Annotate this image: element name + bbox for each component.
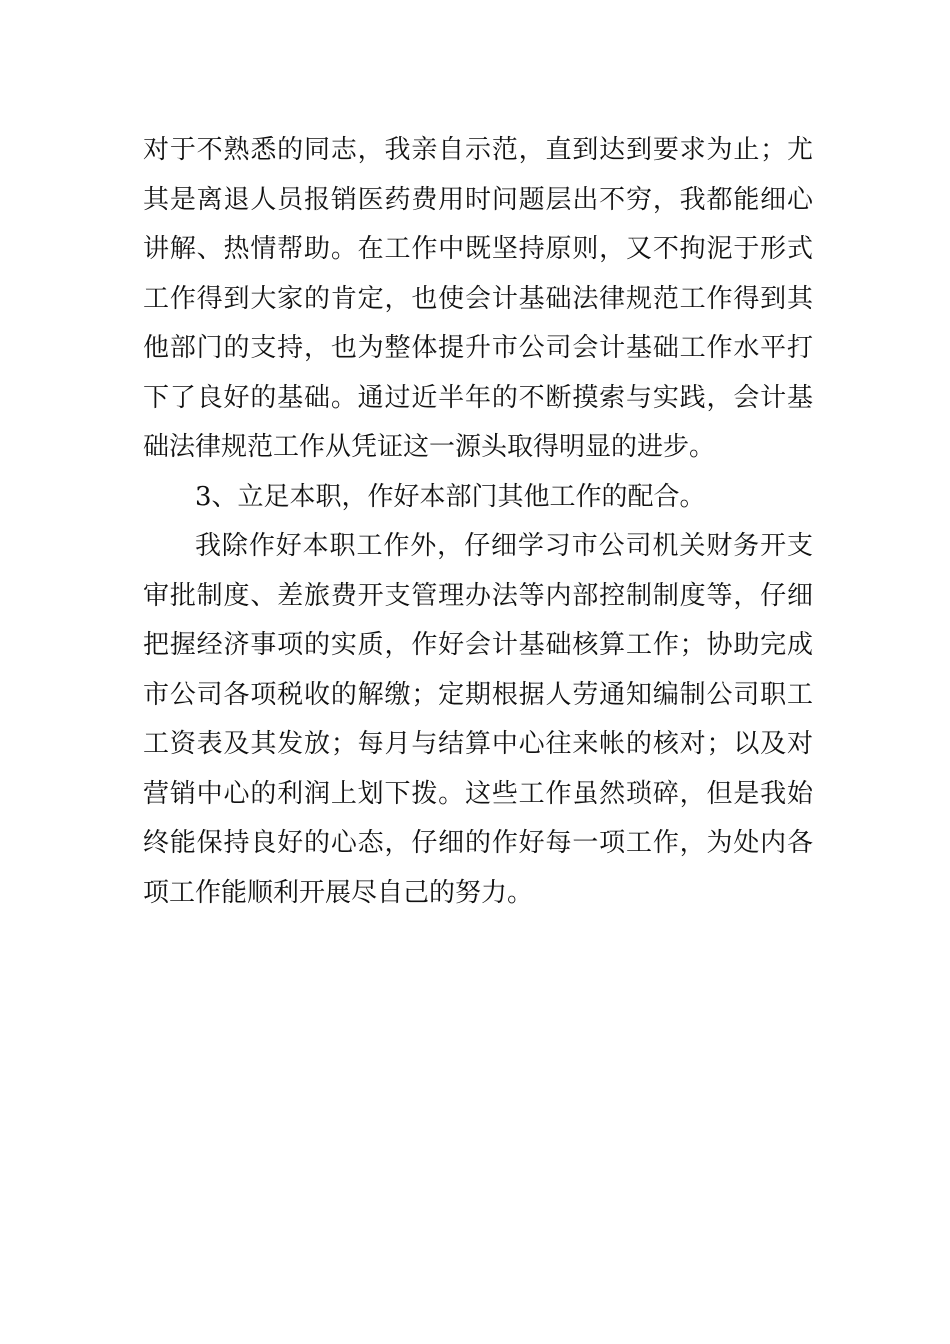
text-line: 我除作好本职工作外，仔细学习市公司机关财务开支 <box>195 531 813 561</box>
text-line: 把握经济事项的实质，作好会计基础核算工作；协助完成 <box>143 630 813 660</box>
document-body <box>143 126 813 918</box>
text-line: 他部门的支持，也为整体提升市公司会计基础工作水平打 <box>143 333 813 363</box>
text-line: 下了良好的基础。通过近半年的不断摸索与实践，会计基 <box>143 382 813 413</box>
section-heading: 3、立足本职，作好本部门其他工作的配合。 <box>195 481 706 512</box>
text-line: 工资表及其发放；每月与结算中心往来帐的核对；以及对 <box>143 729 813 759</box>
text-line: 项工作能顺利开展尽自己的努力。 <box>143 877 534 908</box>
paragraph-continuation <box>143 126 813 473</box>
text-line: 审批制度、差旅费开支管理办法等内部控制制度等，仔细 <box>143 580 813 611</box>
text-line: 营销中心的利润上划下拨。这些工作虽然琐碎，但是我始 <box>143 778 813 809</box>
text-line: 对于不熟悉的同志，我亲自示范，直到达到要求为止；尤 <box>143 135 813 165</box>
text-line: 终能保持良好的心态，仔细的作好每一项工作，为处内各 <box>143 828 813 858</box>
text-line: 市公司各项税收的解缴；定期根据人劳通知编制公司职工 <box>143 679 813 710</box>
text-line: 讲解、热情帮助。在工作中既坚持原则，又不拘泥于形式 <box>143 234 813 264</box>
text-line: 其是离退人员报销医药费用时问题层出不穷，我都能细心 <box>143 184 813 215</box>
text-line: 础法律规范工作从凭证这一源头取得明显的进步。 <box>143 432 716 462</box>
paragraph <box>143 522 813 918</box>
text-line: 工作得到大家的肯定，也使会计基础法律规范工作得到其 <box>143 283 813 314</box>
